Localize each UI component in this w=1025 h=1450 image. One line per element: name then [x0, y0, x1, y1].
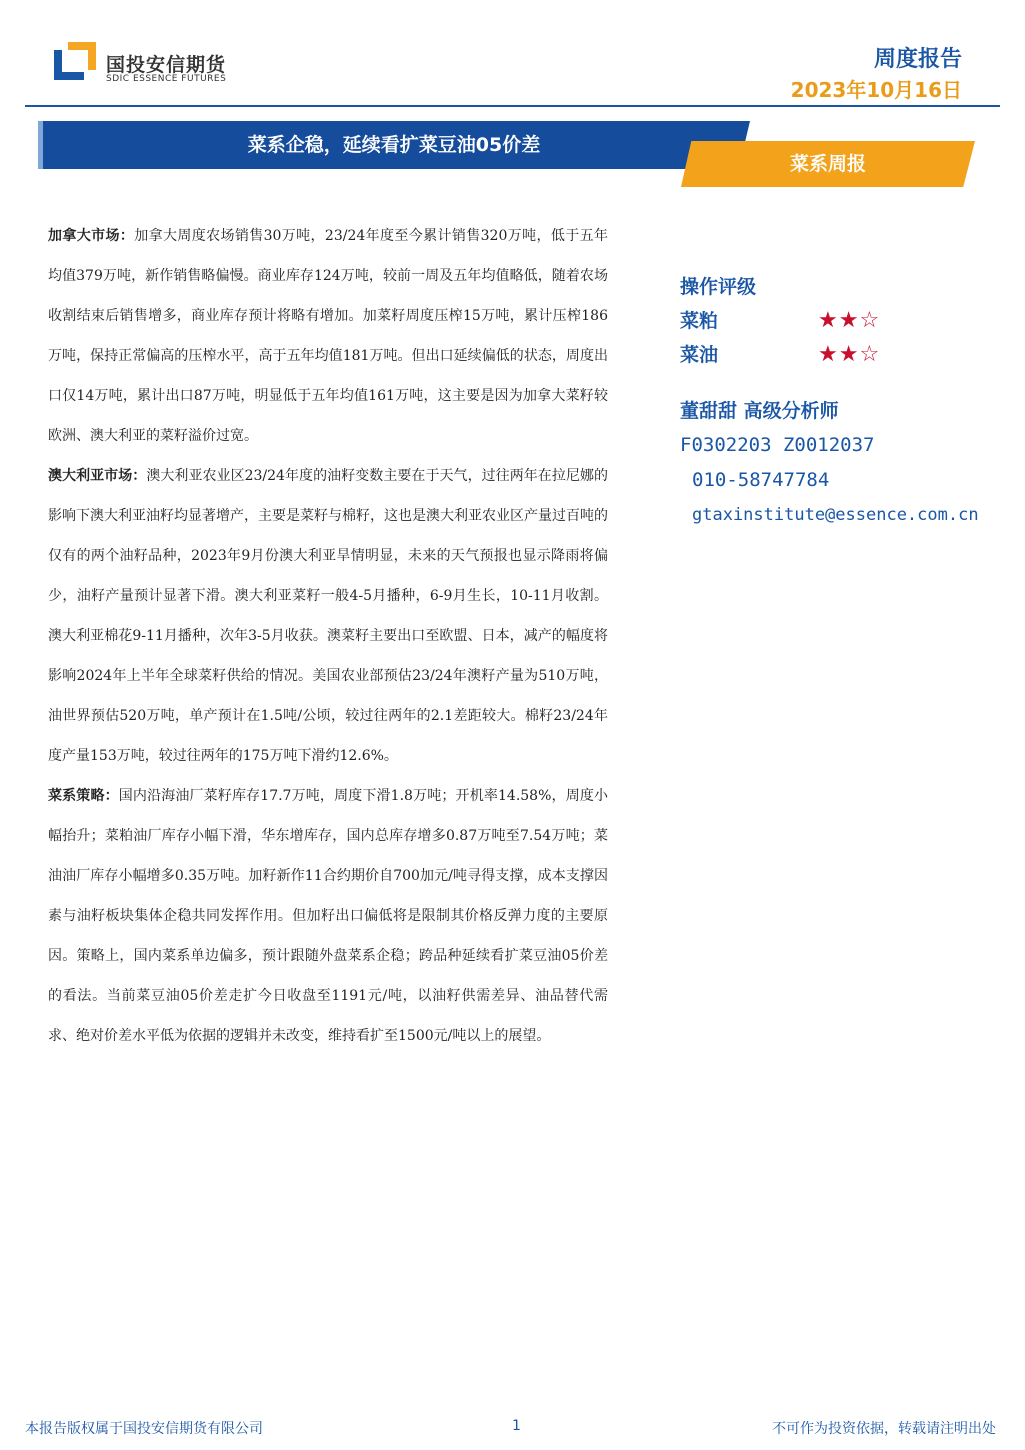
brand-name-cn: 国投安信期货 — [106, 54, 227, 76]
section-lead: 加拿大市场： — [48, 228, 135, 244]
category-label: 菜系周报 — [789, 153, 866, 175]
analyst-email[interactable]: gtaxinstitute@essence.com.cn — [692, 505, 979, 525]
section-australia — [48, 456, 608, 776]
rating-row — [680, 304, 1010, 338]
report-type: 周度报告 — [873, 47, 962, 72]
logo — [54, 42, 98, 82]
section-lead: 菜系策略： — [48, 788, 119, 804]
rating-label: 菜粕 — [680, 310, 719, 332]
section-canada — [48, 216, 608, 456]
analyst-cert: F0302203 Z0012037 — [680, 434, 875, 456]
rating-title: 操作评级 — [680, 276, 757, 298]
star-rating-icon: ★★☆ — [818, 342, 881, 367]
section-strategy — [48, 776, 608, 1056]
sidebar — [680, 270, 1010, 532]
rating-label: 菜油 — [680, 344, 719, 366]
star-rating-icon: ★★☆ — [818, 308, 881, 333]
section-text: 加拿大周度农场销售30万吨，23/24年度至今累计销售320万吨，低于五年均值379万吨，新作销售略偏慢。商业库存124万吨，较前一周及五年均值略低，随着农场收割结束后销售增多，商业库存预计将略有增加。加菜籽周度压榨15万吨，累计压榨186万吨，保持正常偏高的压榨水平，高于五年均值181万吨。但出口延续偏低的状态，周度出口仅14万吨，累计出口87万吨，明显低于五年均值161万吨，这主要是因为加拿大菜籽较欧洲、澳大利亚的菜籽溢价过宽。 — [48, 228, 608, 444]
report-title: 菜系企稳，延续看扩菜豆油05价差 — [247, 134, 541, 156]
analyst-phone: 010-58747784 — [692, 469, 830, 491]
report-body — [48, 216, 608, 1056]
footer-disclaimer: 不可作为投资依据，转载请注明出处 — [772, 1421, 996, 1437]
rating-row — [680, 338, 1010, 372]
section-lead: 澳大利亚市场： — [48, 468, 147, 484]
footer-copyright: 本报告版权属于国投安信期货有限公司 — [25, 1421, 263, 1437]
analyst-name: 董甜甜 高级分析师 — [680, 400, 839, 422]
report-date: 2023年10月16日 — [790, 78, 962, 102]
section-text: 国内沿海油厂菜籽库存17.7万吨，周度下滑1.8万吨；开机率14.58%，周度小幅抬升；菜粕油厂库存小幅下滑，华东增库存，国内总库存增多0.87万吨至7.54万吨；菜油油厂库存小幅增多0.35万吨。加籽新作11合约期价自700加元/吨寻得支撑，成本支撑因素与油籽板块集体企稳共同发挥作用。但加籽出口偏低将是限制其价格反弹力度的主要原因。策略上，国内菜系单边偏多，预计跟随外盘菜系企稳；跨品种延续看扩菜豆油05价差的看法。当前菜豆油05价差走扩今日收盘至1191元/吨，以油籽供需差异、油品替代需求、绝对价差水平低为依据的逻辑并未改变，维持看扩至1500元/吨以上的展望。 — [48, 788, 608, 1044]
brand-name-en: SDIC ESSENCE FUTURES — [106, 74, 227, 84]
header-divider — [25, 105, 1000, 107]
page-number: 1 — [512, 1418, 521, 1434]
section-text: 澳大利亚农业区23/24年度的油籽变数主要在于天气，过往两年在拉尼娜的影响下澳大利亚油籽均显著增产，主要是菜籽与棉籽，这也是澳大利亚农业区产量过百吨的仅有的两个油籽品种，2023年9月份澳大利亚旱情明显，未来的天气预报也显示降雨将偏少，油籽产量预计显著下滑。澳大利亚菜籽一般4-5月播种，6-9月生长，10-11月收割。澳大利亚棉花9-11月播种，次年3-5月收获。澳菜籽主要出口至欧盟、日本，减产的幅度将影响2024年上半年全球菜籽供给的情况。美国农业部预估23/24年澳籽产量为510万吨，油世界预估520万吨，单产预计在1.5吨/公顷，较过往两年的2.1差距较大。棉籽23/24年度产量153万吨，较过往两年的175万吨下滑约12.6%。 — [48, 468, 608, 764]
